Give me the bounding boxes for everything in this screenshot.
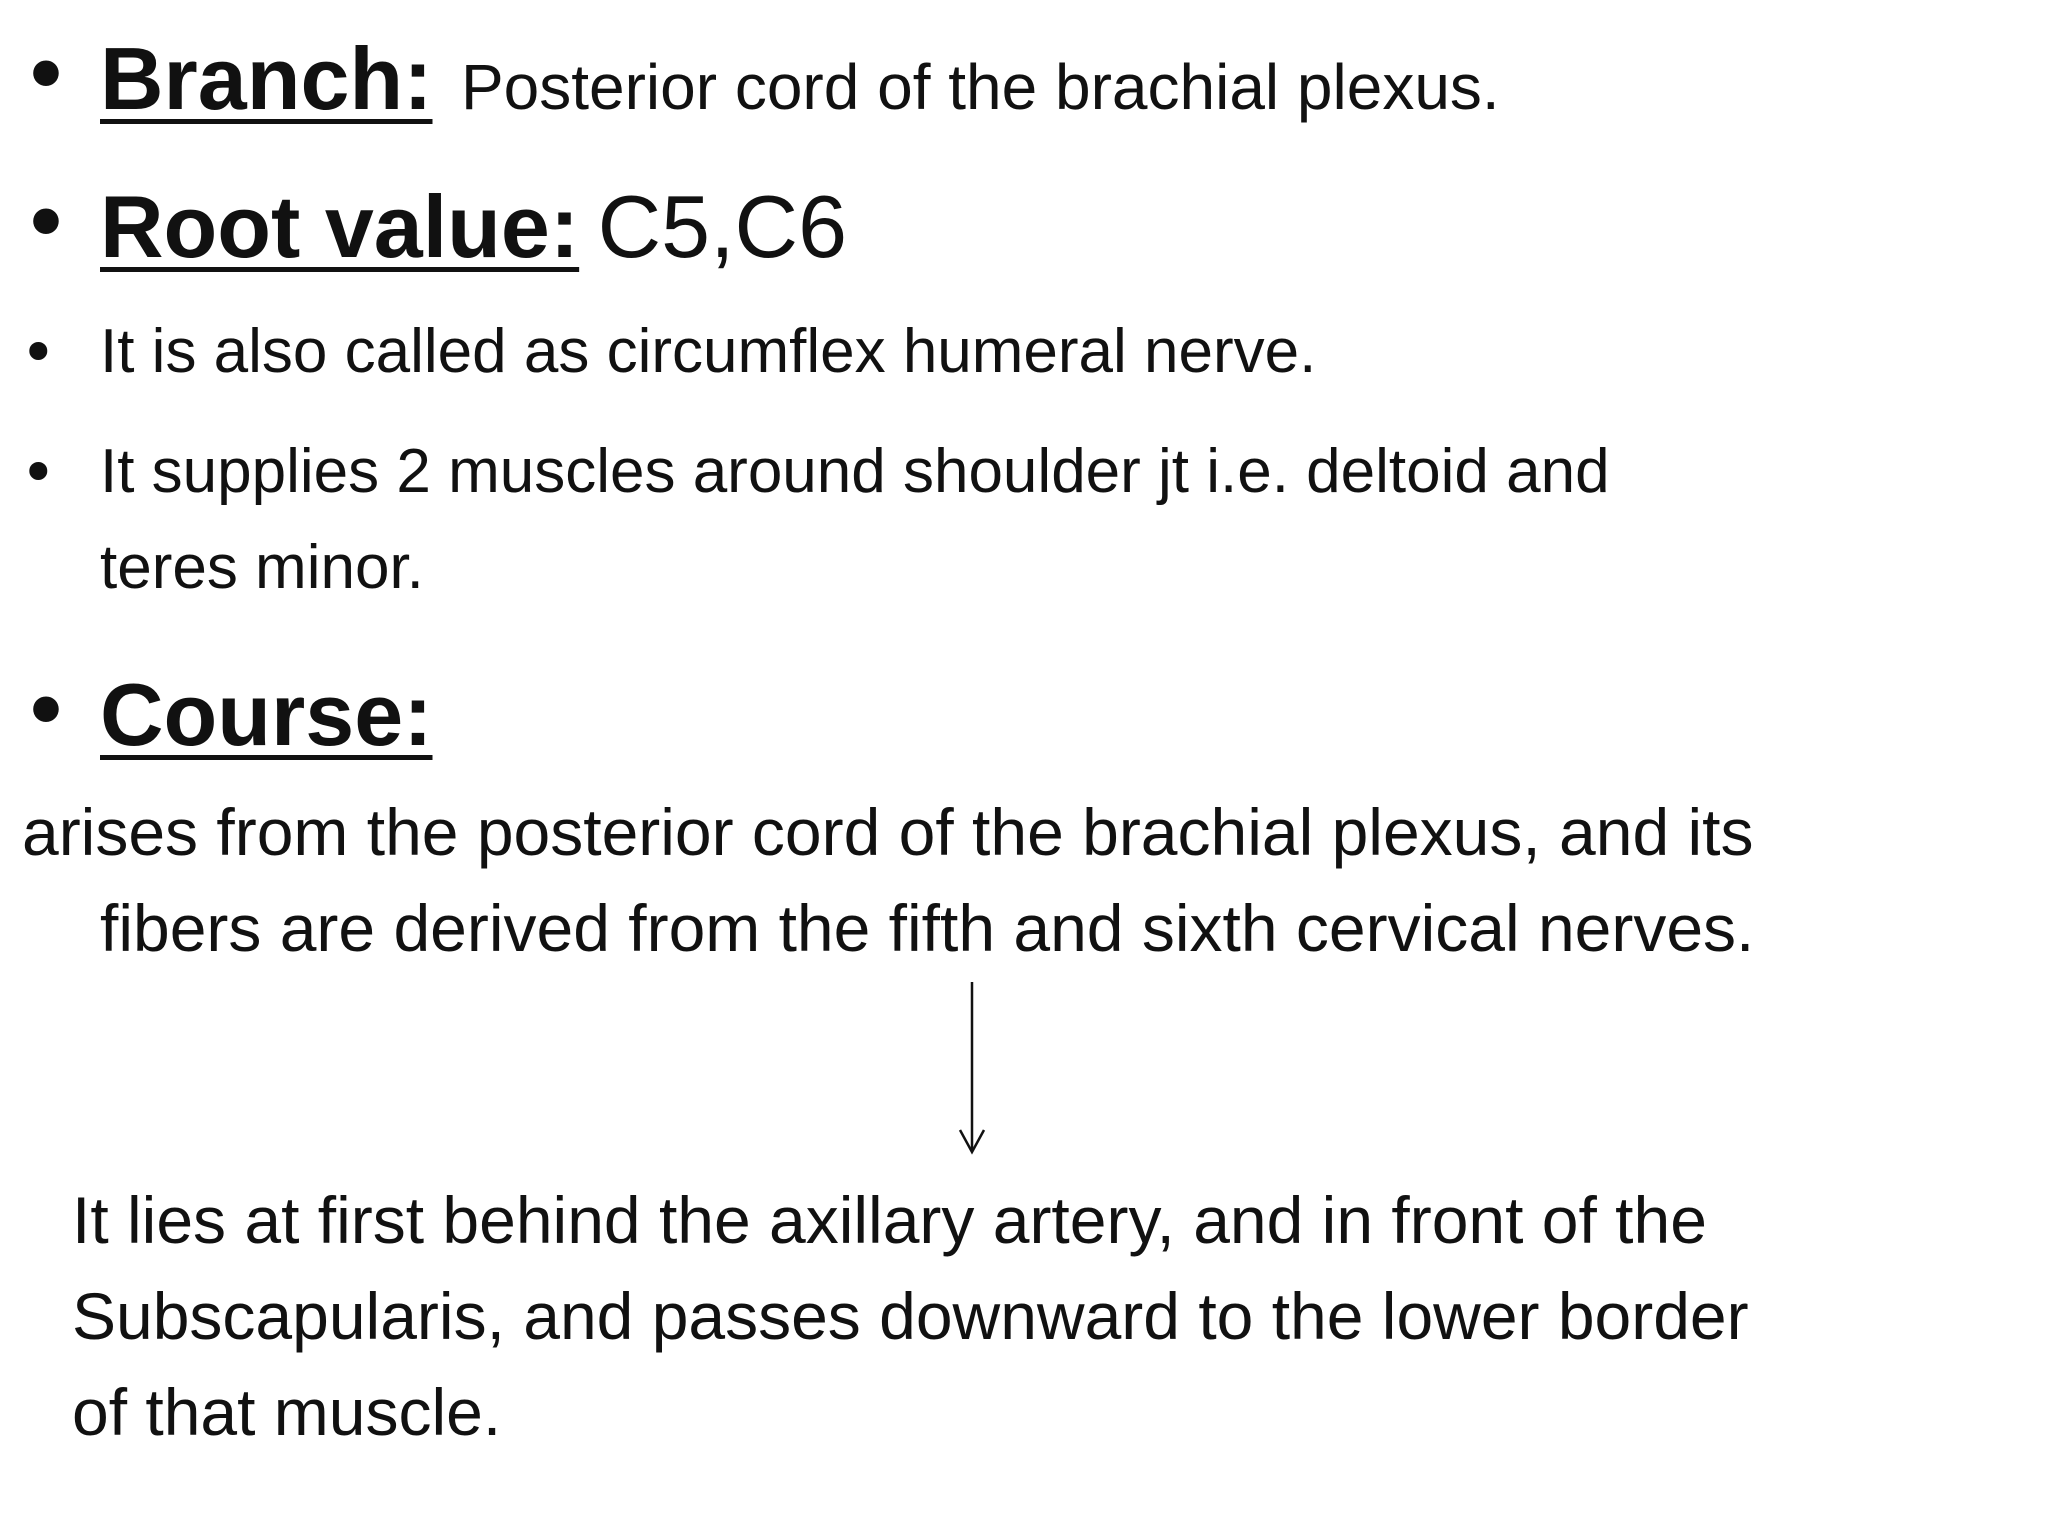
root-value-item <box>100 176 847 277</box>
bullet-dot: • <box>20 436 57 509</box>
bullet-supplies-line2: teres minor. <box>100 533 424 602</box>
bullet-dot: • <box>20 24 72 127</box>
detail-text-line2: Subscapularis, and passes downward to the lower border <box>72 1279 1749 1353</box>
course-text-line2: fibers are derived from the fifth and sixth cervical nerves. <box>100 891 1755 965</box>
course-item <box>100 664 433 765</box>
course-text-line1: arises from the posterior cord of the brachial plexus, and its <box>22 795 1754 869</box>
root-value-heading: Root value: <box>100 177 580 276</box>
detail-text-line3: of that muscle. <box>72 1375 502 1449</box>
bullet-dot: • <box>20 660 72 763</box>
root-value-text: C5,C6 <box>597 177 848 276</box>
down-arrow-icon <box>956 980 988 1155</box>
branch-text: Posterior cord of the brachial plexus. <box>460 51 1500 123</box>
branch-item <box>100 28 1500 129</box>
detail-text-line1: It lies at first behind the axillary artery, and in front of the <box>72 1183 1707 1257</box>
bullet-dot: • <box>20 316 57 389</box>
bullet-circumflex: It is also called as circumflex humeral nerve. <box>100 317 1317 386</box>
bullet-dot: • <box>20 172 72 275</box>
course-heading: Course: <box>100 665 433 764</box>
branch-heading: Branch: <box>100 29 433 128</box>
bullet-supplies-line1: It supplies 2 muscles around shoulder jt i.e. deltoid and <box>100 437 1610 506</box>
